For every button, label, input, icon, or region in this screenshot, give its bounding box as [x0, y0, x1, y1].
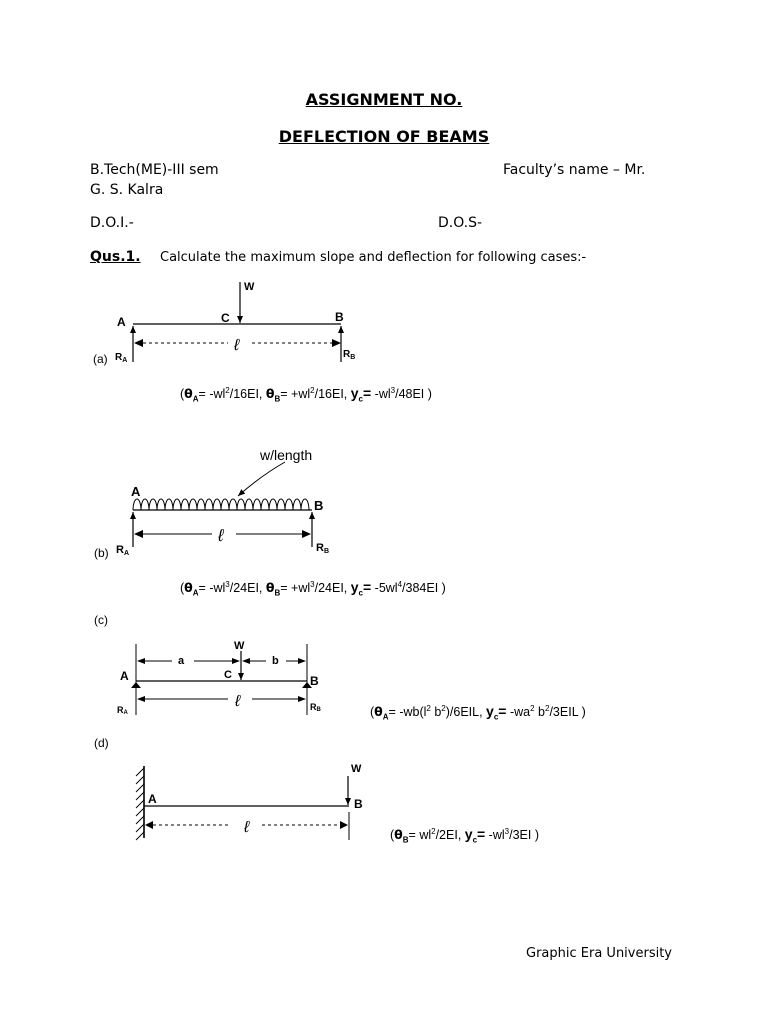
label-a: A: [117, 315, 126, 329]
answer-b: ($\theta_A= -wl^3/24EI$, $\theta_B= +wl^3/24EI$, $y_c= -5wl^4/384EI$ ): [180, 579, 446, 598]
diagram-a: [115, 281, 355, 364]
label-w: W: [234, 640, 245, 652]
label-ra: $R_A$: [115, 352, 128, 364]
label-ra: RA: [116, 544, 130, 557]
case-c-label: (c): [94, 613, 108, 627]
label-w-length: w/length: [260, 447, 313, 463]
answer-a: ($\theta_A= -wl^2/16EI$, $\theta_B= +wl^2/16EI$, $y_c= -wl^3/48EI$ ): [180, 385, 432, 404]
support-left-c: [131, 682, 141, 688]
case-d-label: (d): [94, 736, 109, 750]
diagram-b: [116, 447, 329, 557]
question-number: Qus.1.: [90, 249, 141, 265]
topic-title: DEFLECTION OF BEAMS: [278, 127, 490, 146]
case-b-label: (b): [94, 546, 109, 560]
label-ra: RA: [117, 705, 128, 716]
label-b: B: [314, 498, 324, 513]
udl-load-b: [133, 499, 309, 510]
label-a: A: [148, 792, 157, 806]
span-arrowhead: [298, 696, 306, 702]
label-rb: $R_B$: [343, 349, 356, 361]
label-l: ℓ: [218, 526, 224, 545]
span-arrowhead: [137, 696, 145, 702]
label-rb: RB: [310, 702, 321, 713]
span-arrowhead: [145, 821, 153, 829]
wall-hatch-d: [136, 768, 144, 840]
course-info: B.Tech(ME)-III sem: [90, 162, 219, 178]
label-b: B: [310, 674, 319, 688]
label-l: ℓ: [244, 819, 250, 836]
label-rb: RB: [316, 542, 330, 555]
span-arrowhead: [332, 339, 341, 347]
faculty-label: Faculty’s name – Mr.: [503, 162, 646, 178]
assignment-title: ASSIGNMENT NO.: [305, 90, 463, 109]
footer-university: Graphic Era University: [526, 946, 673, 961]
label-b: B: [354, 797, 363, 811]
date-of-issue: D.O.I.-: [90, 215, 134, 231]
label-dim-a: a: [178, 655, 185, 667]
label-w: W: [351, 763, 362, 775]
span-arrowhead: [340, 821, 348, 829]
label-c: C: [224, 669, 232, 681]
label-l: ℓ: [235, 693, 241, 710]
dim-arrowhead: [298, 658, 306, 664]
faculty-name: G. S. Kalra: [90, 182, 164, 198]
label-b: B: [335, 310, 344, 324]
question-text: Calculate the maximum slope and deflection for following cases:-: [160, 250, 587, 265]
udl-pointer-b: [238, 462, 285, 496]
dim-arrowhead: [137, 658, 145, 664]
span-arrowhead: [302, 530, 311, 538]
label-l: ℓ: [234, 337, 240, 354]
dim-arrowhead: [232, 658, 240, 664]
dim-arrowhead: [242, 658, 250, 664]
diagram-d: [136, 763, 363, 840]
label-dim-b: b: [272, 655, 279, 667]
label-c: C: [221, 311, 230, 325]
case-a-label: (a): [93, 352, 108, 366]
span-arrowhead: [134, 530, 143, 538]
date-of-submission: D.O.S-: [438, 215, 483, 231]
label-a: A: [120, 669, 129, 683]
answer-c: ($\theta_A= -wb(l^2$ $b^2)/6EIL$, $y_c= -wa^2$ $b^2/3EIL$ ): [370, 703, 586, 722]
answer-d: ($\theta_B= wl^2/2EI$, $y_c= -wl^3/3EI$ ): [390, 826, 539, 845]
span-arrowhead: [134, 339, 143, 347]
label-w: W: [244, 281, 255, 293]
label-a: A: [131, 484, 141, 499]
diagram-c: [117, 640, 322, 716]
